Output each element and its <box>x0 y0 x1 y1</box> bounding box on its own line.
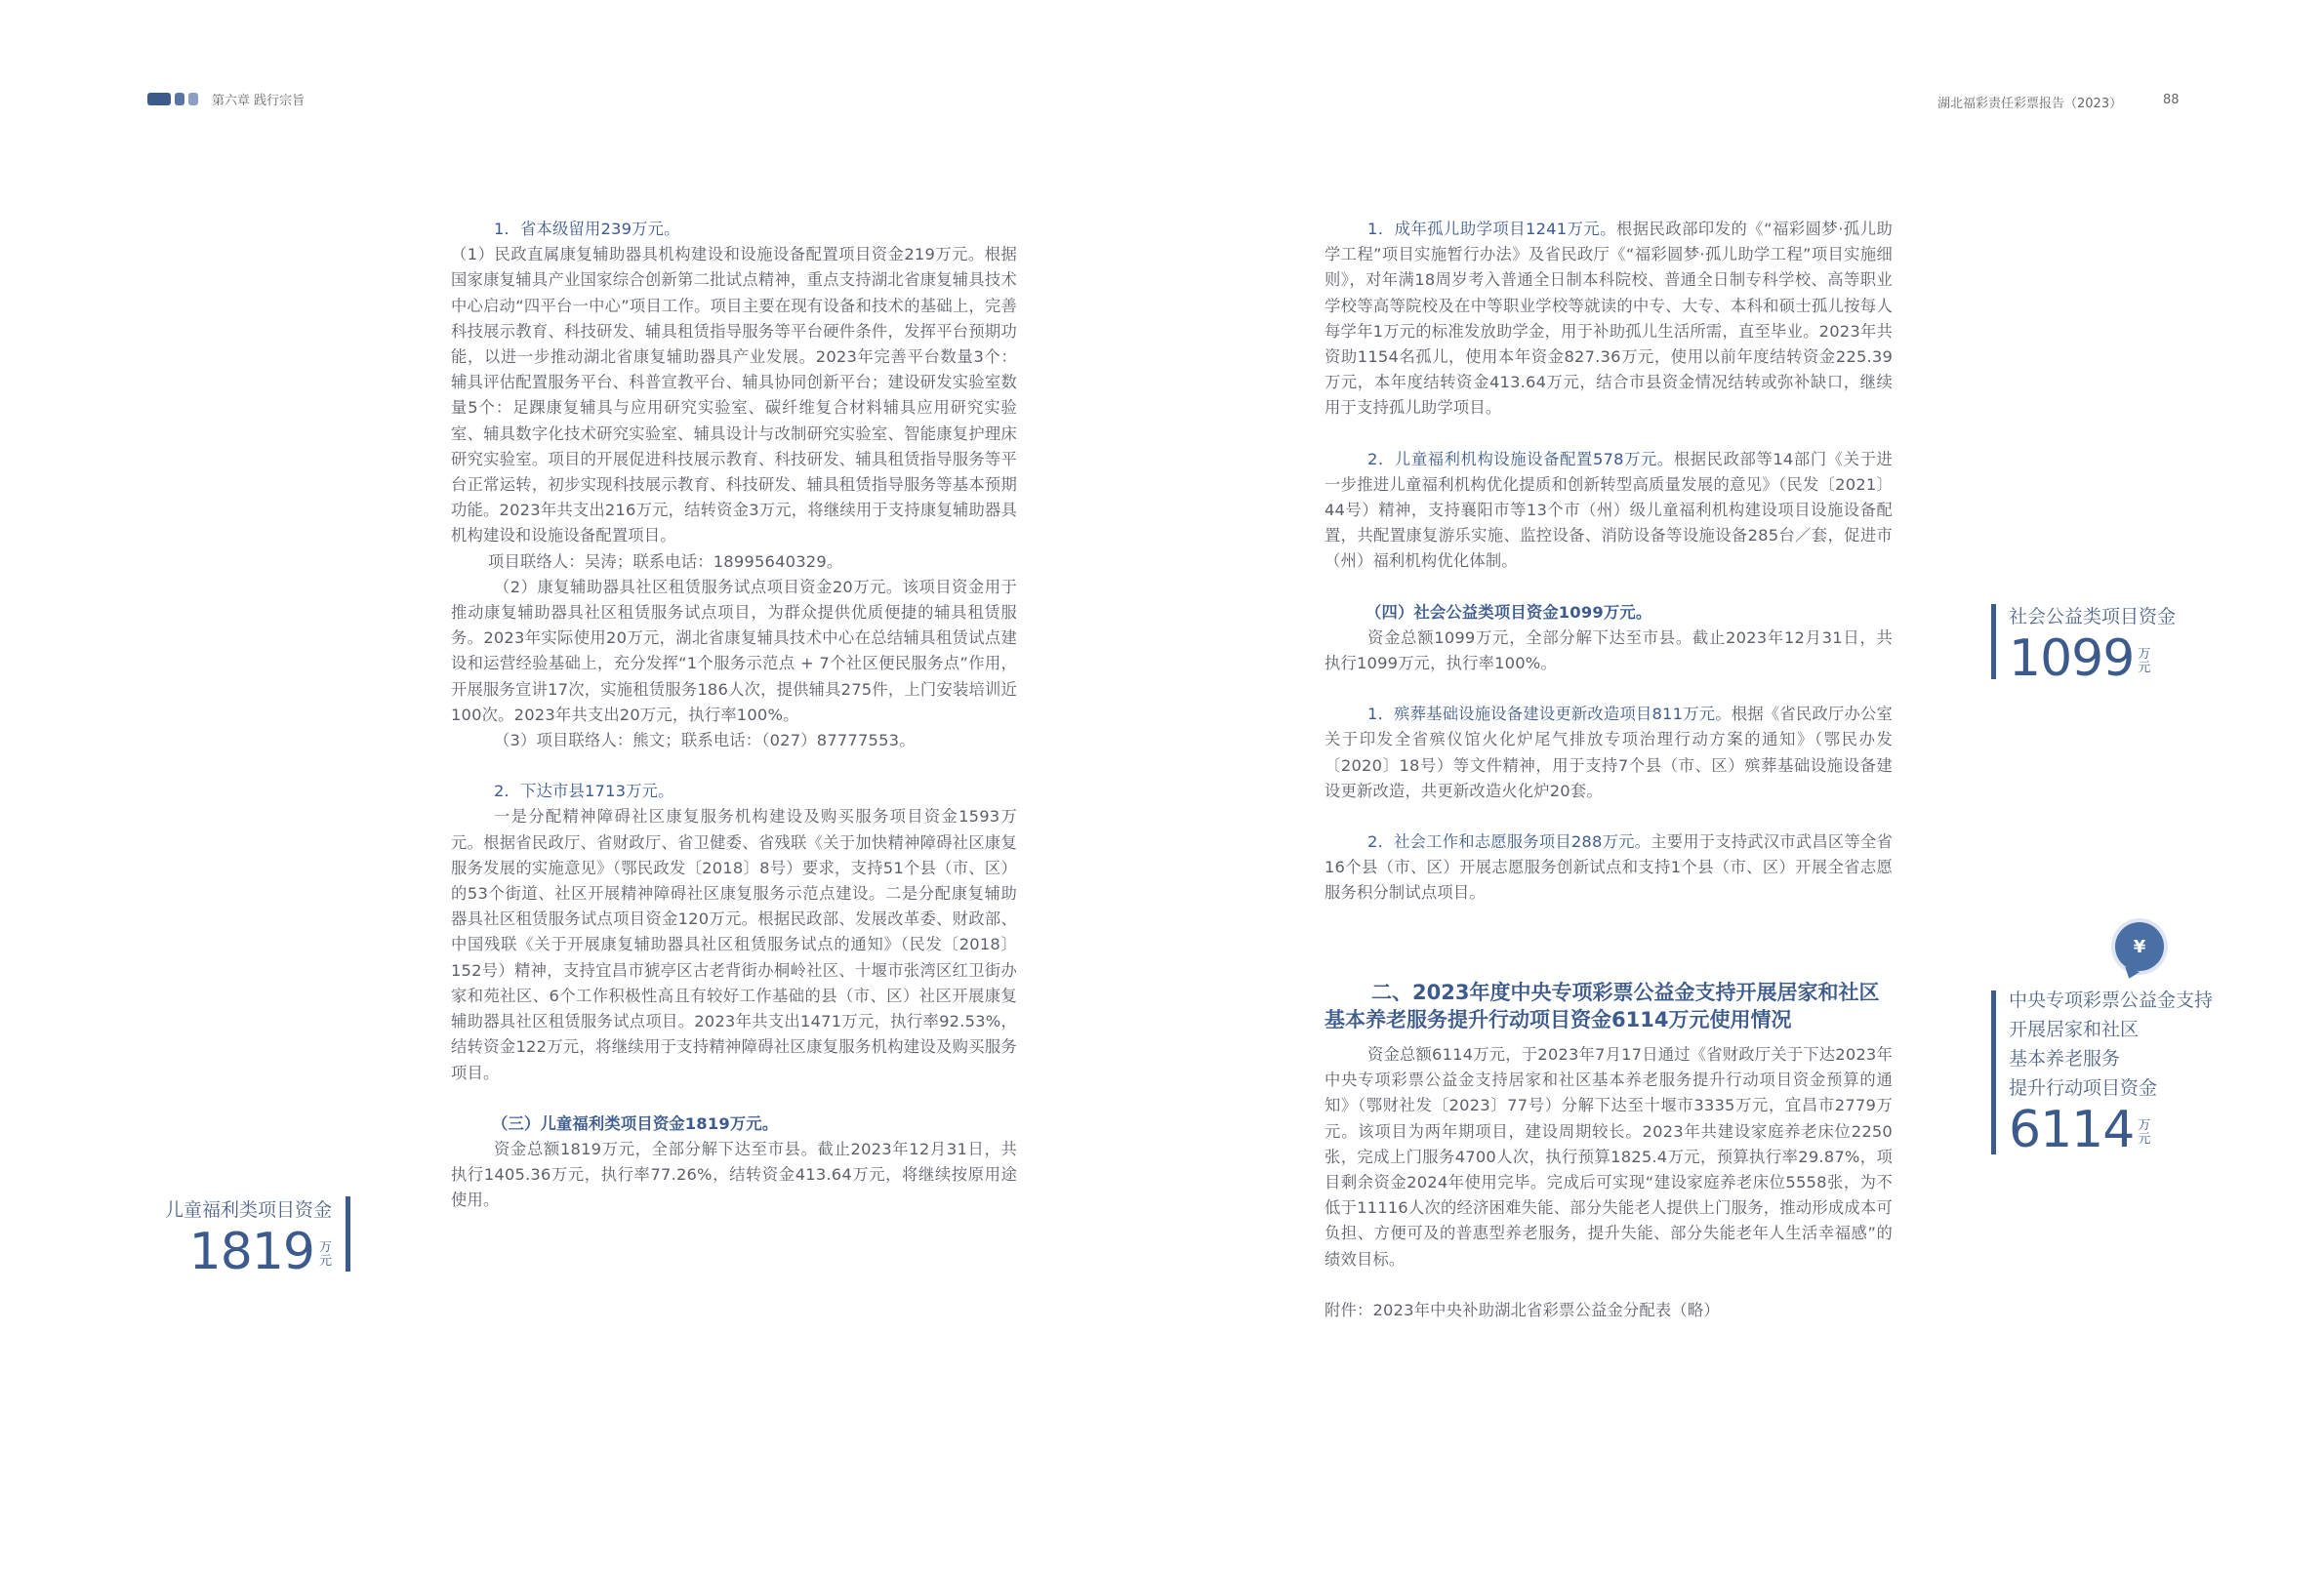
heading-provincial-retained: 1．省本级留用239万元。 <box>494 220 680 238</box>
callout-central-value: 6114 <box>2009 1101 2135 1159</box>
contact-wutao: 项目联络人：吴涛；联系电话：18995640329。 <box>488 551 843 571</box>
paragraph-elderly-care: 资金总额6114万元，于2023年7月17日通过《省财政厅关于下达2023年中央专项彩票公益金支持居家和社区基本养老服务提升行动项目资金预算的通知》（鄂财社发〔2023〕77号）分解下达至十堰市3335万元，宜昌市2779万元。该项目为两年期项目，建设周期较长。2023年共建设家庭养老床位2250张，完成上门服务4700人次，执行预算1825.4万元，预算执行率29.87%，项目剩余资金2024年使用完毕。完成后可实现“建设家庭养老床位5558张，为不低于11116人次的经济困难失能、部分失能老人提供上门服务，推动形成成本可负担、方便可及的普惠型养老服务，提升失能、部分失能老年人生活幸福感”的绩效目标。 <box>1325 1045 1893 1269</box>
section-title-line1: 二、2023年度中央专项彩票公益金支持开展居家和社区 <box>1371 981 1880 1004</box>
callout-central-label-3: 基本养老服务 <box>2009 1048 2121 1070</box>
callout-central-label-2: 开展居家和社区 <box>2009 1019 2140 1040</box>
report-title: 湖北福彩责任彩票报告（2023） <box>1937 97 2123 111</box>
paragraph-volunteer <box>1325 829 1893 907</box>
right-text-column <box>1325 217 1893 907</box>
callout-central-fund <box>2009 986 2213 1157</box>
heading-child-facility: 2．儿童福利机构设施设备配置578万元。 <box>1367 449 1674 468</box>
body-funeral: 根据《省民政厅办公室关于印发全省殡仪馆火化炉尾气排放专项治理行动方案的通知》（鄂民办发〔2020〕18号）等文件精神，用于支持7个县（市、区）殡葬基础设施设备建设更新改造，共更新改造火化炉20套。 <box>1325 705 1893 800</box>
callout-social-label: 社会公益类项目资金 <box>2009 606 2177 627</box>
callout-divider <box>1991 604 1996 679</box>
paragraph-social-welfare: 资金总额1099万元，全部分解下达至市县。截止2023年12月31日，共执行1099万元，执行率100%。 <box>1325 627 1893 673</box>
body-orphan-aid: 根据民政部印发的《“福彩圆梦·孤儿助学工程”项目实施暂行办法》及省民政厅《“福彩圆梦·孤儿助学工程”项目实施细则》，对年满18周岁考入普通全日制本科院校、普通全日制专科学校、高等职业学校等高等院校及在中等职业学校等就读的中专、大专、本科和硕士孤儿按每人每学年1万元的标准发放助学金，用于补助孤儿生活所需，直至毕业。2023年共资助1154名孤儿，使用本年资金827.36万元，使用以前年度结转资金225.39万元，本年度结转资金413.64万元，结合市县资金情况结转或弥补缺口，继续用于支持孤儿助学项目。 <box>1325 220 1893 418</box>
money-bag-icon <box>2115 922 2164 971</box>
contact-xiongwen: （3）项目联络人：熊文；联系电话：（027）87777553。 <box>494 731 916 750</box>
heading-funeral: 1．殡葬基础设施设备建设更新改造项目811万元。 <box>1367 705 1732 724</box>
left-text-column <box>451 217 1017 1214</box>
section-title-line2: 基本养老服务提升行动项目资金6114万元使用情况 <box>1325 1008 1792 1031</box>
heading-volunteer: 2．社会工作和志愿服务项目288万元。 <box>1367 832 1651 852</box>
body-child-facility: 根据民政部等14部门《关于进一步推进儿童福利机构优化提质和创新转型高质量发展的意见》（民发〔2021〕44号）精神，支持襄阳市等13个市（州）级儿童福利机构建设项目设施设备配置，共配置康复游乐实施、监控设备、消防设备等设施设备285台／套，促进市（州）福利机构优化体制。 <box>1325 449 1893 571</box>
callout-social-value: 1099 <box>2009 629 2135 688</box>
page-number: 88 <box>2163 93 2180 107</box>
heading-city-county: 2．下达市县1713万元。 <box>494 782 674 801</box>
paragraph-orphan-aid <box>1325 217 1893 422</box>
callout-child-welfare <box>156 1195 332 1279</box>
paragraph-child-welfare: 资金总额1819万元，全部分解下达至市县。截止2023年12月31日，共执行1405.36万元，执行率77.26%，结转资金413.64万元，将继续按原用途使用。 <box>451 1139 1017 1210</box>
paragraph-child-facility <box>1325 447 1893 575</box>
paragraph-rental-service: （2）康复辅助器具社区租赁服务试点项目资金20万元。该项目资金用于推动康复辅助器具社区租赁服务试点项目，为群众提供优质便捷的辅具租赁服务。2023年实际使用20万元，湖北省康复辅具技术中心在总结辅具租赁试点建设和运营经验基础上，充分发挥“1个服务示范点 + 7个社区便民服务点”作用，开展服务宣讲17次，实施租赁服务186人次，提供辅具275件，上门安装培训近100次。2023年共支出20万元，执行率100%。 <box>451 577 1017 724</box>
paragraph-funeral <box>1325 702 1893 804</box>
paragraph-mental-rehab: 一是分配精神障碍社区康复服务机构建设及购买服务项目资金1593万元。根据省民政厅、省财政厅、省卫健委、省残联《关于加快精神障碍社区康复服务发展的实施意见》（鄂民政发〔2018〕8号）要求，支持51个县（市、区）的53个街道、社区开展精神障碍社区康复服务示范点建设。二是分配康复辅助器具社区租赁服务试点项目资金120万元。根据民政部、发展改革委、财政部、中国残联《关于开展康复辅助器具社区租赁服务试点的通知》（民发〔2018〕152号）精神，支持宜昌市猇亭区古老背街办桐岭社区、十堰市张湾区红卫街办家和苑社区、6个工作积极性高且有较好工作基础的县（市、区）社区开展康复辅助器具社区租赁服务试点项目。2023年共支出1471万元，执行率92.53%，结转资金122万元，将继续用于支持精神障碍社区康复服务机构建设及购买服务项目。 <box>451 807 1017 1082</box>
callout-social-welfare <box>2009 602 2176 686</box>
appendix-note: 附件：2023年中央补助湖北省彩票公益金分配表（略） <box>1325 1300 1720 1319</box>
heading-social-welfare: （四）社会公益类项目资金1099万元。 <box>1366 602 1652 622</box>
callout-central-unit: 万元 <box>2138 1118 2151 1147</box>
chapter-marker-icon <box>147 93 198 105</box>
callout-child-value: 1819 <box>188 1223 314 1281</box>
callout-central-label-1: 中央专项彩票公益金支持 <box>2009 990 2214 1011</box>
heading-child-welfare: （三）儿童福利类项目资金1819万元。 <box>492 1113 779 1133</box>
paragraph-rehab-institution: （1）民政直属康复辅助器具机构建设和设施设备配置项目资金219万元。根据国家康复辅具产业国家综合创新第二批试点精神，重点支持湖北省康复辅具技术中心启动“四平台一中心”项目工作。项目主要在现有设备和技术的基础上，完善科技展示教育、科技研发、辅具租赁指导服务等平台硬件条件，发挥平台预期功能，以进一步推动湖北省康复辅助器具产业发展。2023年完善平台数量3个：辅具评估配置服务平台、科普宣教平台、辅具协同创新平台；建设研发实验室数量5个：足踝康复辅具与应用研究实验室、碳纤维复合材料辅具应用研究实验室、辅具数字化技术研究实验室、辅具设计与改制研究实验室、智能康复护理床研究实验室。项目的开展促进科技展示教育、科技研发、辅具租赁指导服务等平台正常运转，初步实现科技展示教育、科技研发、辅具租赁指导服务等基本预期功能。2023年共支出216万元，结转资金3万元，将继续用于支持康复辅助器具机构建设和设施设备配置项目。 <box>451 245 1017 546</box>
callout-divider <box>346 1196 350 1272</box>
callout-central-label-4: 提升行动项目资金 <box>2009 1077 2158 1099</box>
body-volunteer: 主要用于支持武汉市武昌区等全省16个县（市、区）开展志愿服务创新试点和支持1个县（市、区）开展全省志愿服务积分制试点项目。 <box>1325 832 1893 903</box>
callout-divider <box>1991 990 1996 1154</box>
callout-child-unit: 万元 <box>318 1240 332 1269</box>
currency-symbol: ¥ <box>2133 936 2146 957</box>
callout-social-unit: 万元 <box>2138 647 2151 675</box>
heading-orphan-aid: 1．成年孤儿助学项目1241万元。 <box>1367 220 1616 238</box>
chapter-title: 第六章 践行宗旨 <box>212 94 306 108</box>
callout-child-label: 儿童福利类项目资金 <box>164 1199 332 1221</box>
section-body <box>1325 1042 1893 1323</box>
section-title <box>1325 979 1900 1033</box>
